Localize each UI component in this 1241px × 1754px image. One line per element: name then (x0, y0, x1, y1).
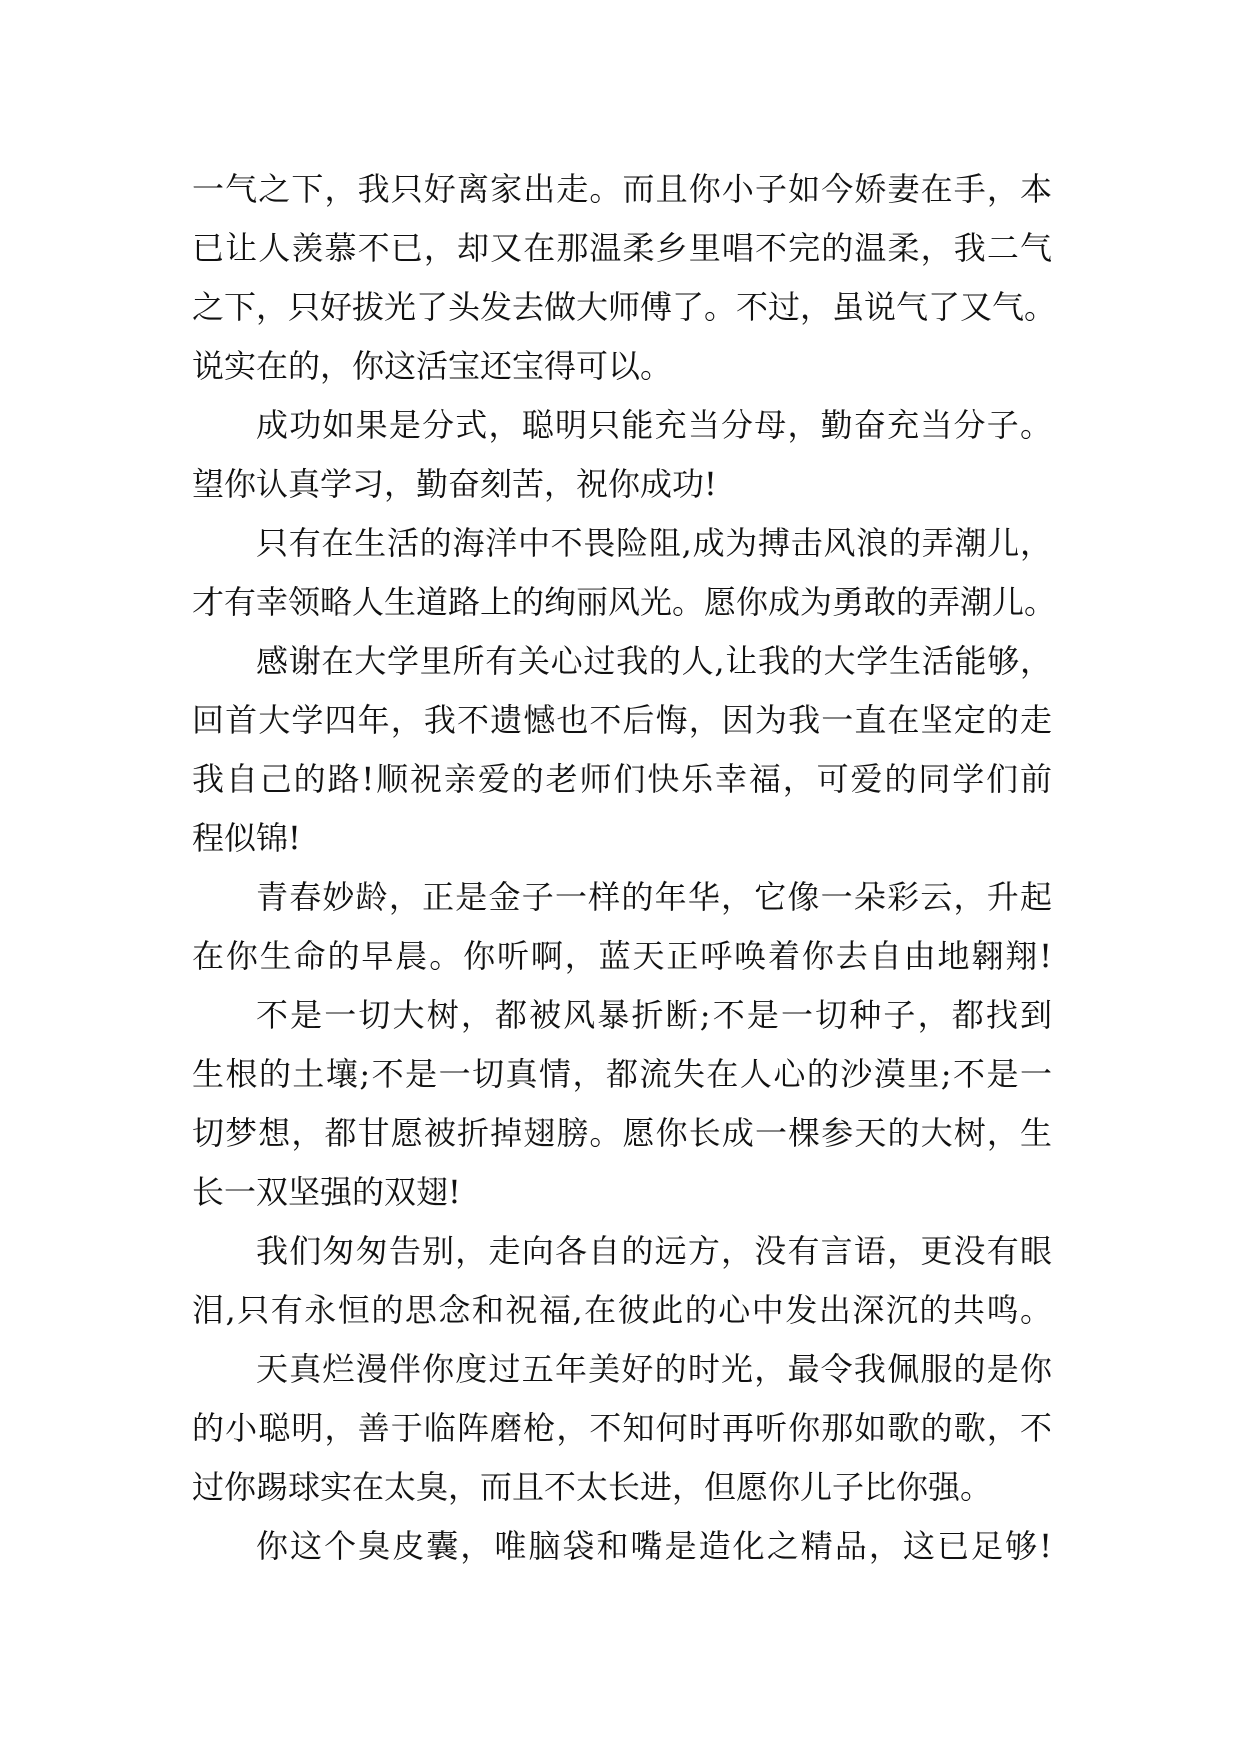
text-line: 青春妙龄，正是金子一样的年华，它像一朵彩云，升起 (256, 878, 1052, 916)
text-line: 切梦想，都甘愿被折掉翅膀。愿你长成一棵参天的大树，生 (192, 1114, 1052, 1152)
text-line: 天真烂漫伴你度过五年美好的时光，最令我佩服的是你 (256, 1350, 1052, 1388)
document-body (192, 160, 1057, 1576)
text-line: 生根的土壤;不是一切真情，都流失在人心的沙漠里;不是一 (192, 1055, 1052, 1093)
text-line: 我们匆匆告别，走向各自的远方，没有言语，更没有眼 (256, 1232, 1052, 1270)
text-line: 说实在的，你这活宝还宝得可以。 (192, 347, 673, 385)
text-line: 只有在生活的海洋中不畏险阻,成为搏击风浪的弄潮儿， (256, 524, 1052, 562)
text-line: 感谢在大学里所有关心过我的人,让我的大学生活能够， (256, 642, 1052, 680)
text-line: 望你认真学习，勤奋刻苦，祝你成功! (192, 465, 717, 503)
text-line: 泪,只有永恒的思念和祝福,在彼此的心中发出深沉的共鸣。 (192, 1291, 1052, 1329)
text-line: 在你生命的早晨。你听啊，蓝天正呼唤着你去自由地翱翔! (192, 937, 1052, 975)
text-line: 长一双坚强的双翅! (192, 1173, 461, 1211)
text-line: 之下，只好拔光了头发去做大师傅了。不过，虽说气了又气。 (192, 288, 1057, 326)
text-line: 已让人羡慕不已，却又在那温柔乡里唱不完的温柔，我二气 (192, 229, 1052, 267)
text-line: 过你踢球实在太臭，而且不太长进，但愿你儿子比你强。 (192, 1468, 993, 1506)
text-line: 成功如果是分式，聪明只能充当分母，勤奋充当分子。 (256, 406, 1052, 444)
text-line: 不是一切大树，都被风暴折断;不是一切种子，都找到 (256, 996, 1052, 1034)
text-line: 的小聪明，善于临阵磨枪，不知何时再听你那如歌的歌，不 (192, 1409, 1052, 1447)
text-line: 我自己的路!顺祝亲爱的老师们快乐幸福，可爱的同学们前 (192, 760, 1052, 798)
text-line: 才有幸领略人生道路上的绚丽风光。愿你成为勇敢的弄潮儿。 (192, 583, 1057, 621)
text-line: 你这个臭皮囊，唯脑袋和嘴是造化之精品，这已足够! (256, 1527, 1052, 1565)
text-line: 程似锦! (192, 819, 301, 857)
text-line: 回首大学四年，我不遗憾也不后悔，因为我一直在坚定的走 (192, 701, 1052, 739)
text-line: 一气之下，我只好离家出走。而且你小子如今娇妻在手，本 (192, 170, 1052, 208)
